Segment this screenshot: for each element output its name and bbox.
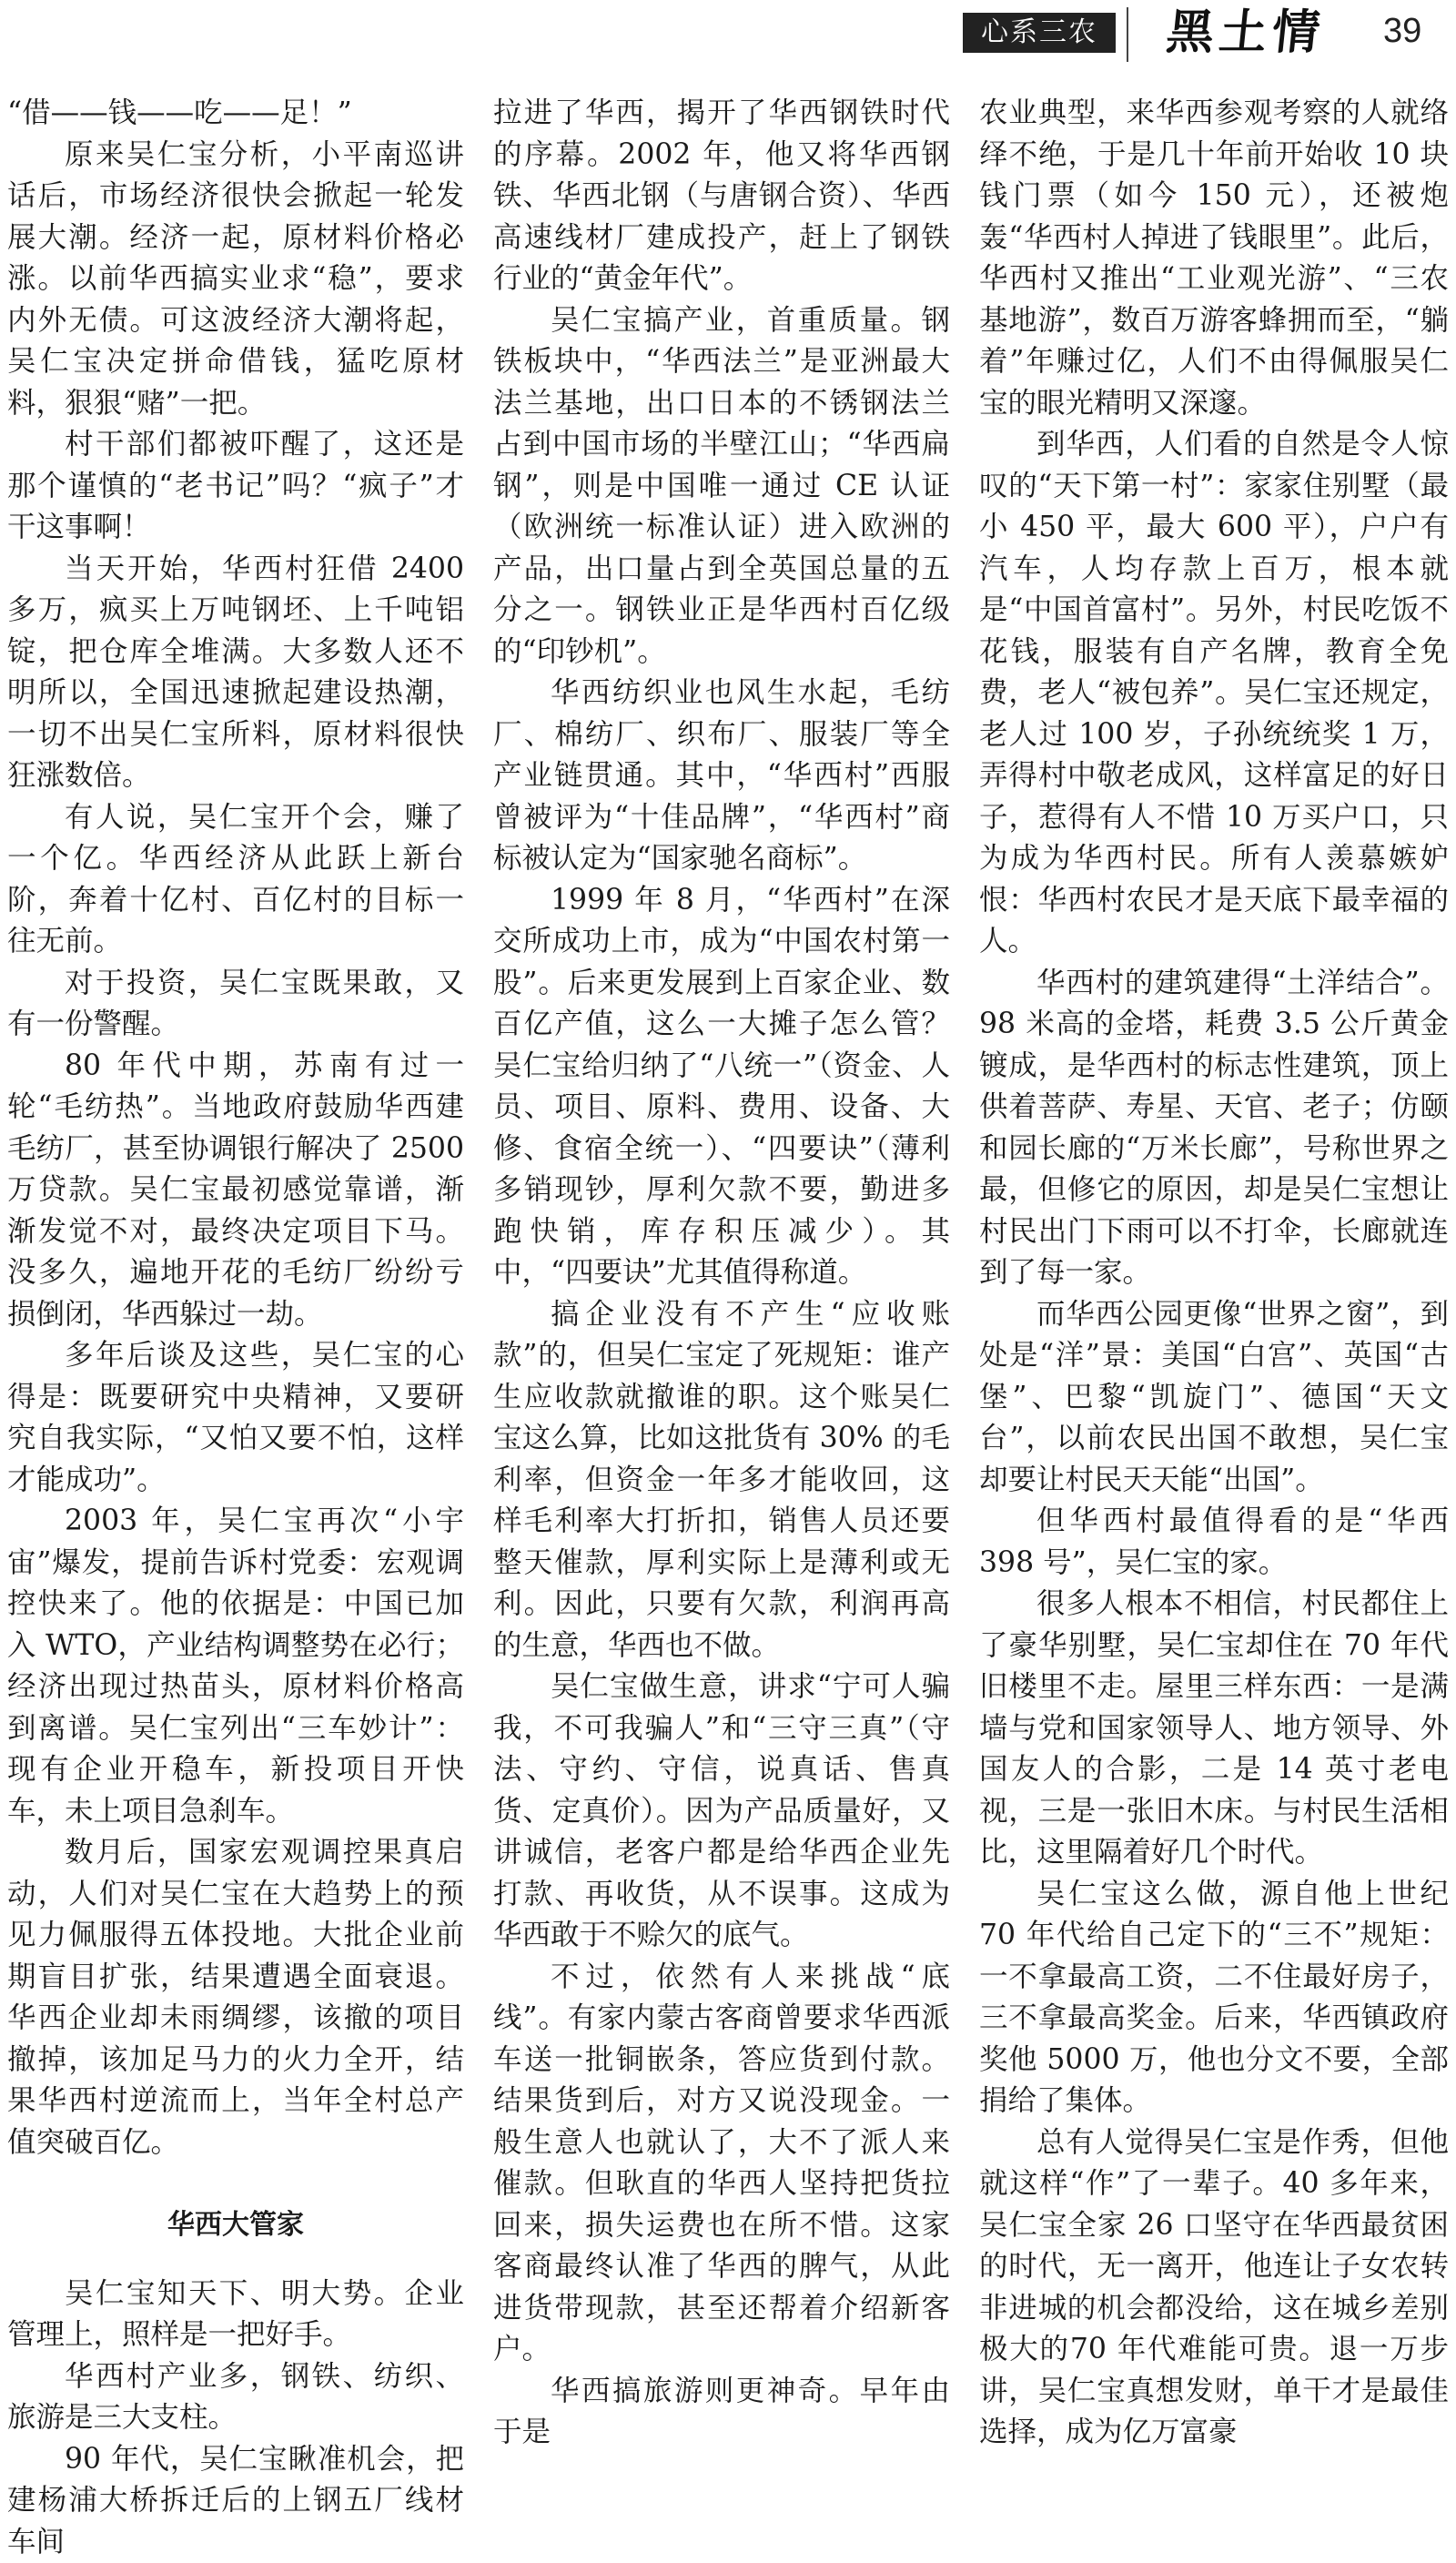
paragraph: 华西搞旅游则更神奇。早年由于是 [493,2371,950,2454]
paragraph: “借——钱——吃——足！” [7,93,464,135]
section-badge: 心系三农 [963,13,1116,53]
paragraph: 华西村的建筑建得“土洋结合”。98 米高的金塔，耗费 3.5 公斤黄金镀成，是华西村的标志性建筑，顶上供着菩萨、寿星、天官、老子；仿颐和园长廊的“万米长廊”，号称世界之最，但修它的原因，却是吴仁宝想让村民出门下雨可以不打伞，长廊就连到了每一家。 [979,963,1449,1294]
paragraph: 吴仁宝做生意，讲求“宁可人骗我，不可我骗人”和“三守三真”（守法、守约、守信，说真话、售真货、定真价）。因为产品质量好，又讲诚信，老客户都是给华西企业先打款、再收货，从不误事。这成为华西敢于不赊欠的底气。 [493,1666,950,1957]
paragraph: 1999 年 8 月，“华西村”在深交所成功上市，成为“中国农村第一股”。后来更发展到上百家企业、数百亿产值，这么一大摊子怎么管？吴仁宝给归纳了“八统一”（资金、人员、项目、原料、费用、设备、大修、食宿全统一）、“四要诀”（薄利多销现钞，厚利欠款不要，勤进多跑快销，库存积压减少）。其中，“四要诀”尤其值得称道。 [493,880,950,1294]
column-1 [7,93,464,2095]
paragraph: 农业典型，来华西参观考察的人就络绎不绝，于是几十年前开始收 10 块钱门票（如今 150 元），还被炮轰“华西村人掉进了钱眼里”。此后，华西村又推出“工业观光游”、“三农基地游”，数百万游客蜂拥而至，“躺着”年赚过亿，人们不由得佩服吴仁宝的眼光精明又深邃。 [979,93,1449,424]
paragraph: 2003 年，吴仁宝再次“小宇宙”爆发，提前告诉村党委：宏观调控快来了。他的依据是：中国已加入 WTO，产业结构调整势在必行；经济出现过热苗头，原材料价格高到离谱。吴仁宝列出“三车妙计”：现有企业开稳车，新投项目开快车，未上项目急刹车。 [7,1501,464,1832]
paragraph: 对于投资，吴仁宝既果敢，又有一份警醒。 [7,963,464,1046]
paragraph: 80 年代中期，苏南有过一轮“毛纺热”。当地政府鼓励华西建毛纺厂，甚至协调银行解决了 2500 万贷款。吴仁宝最初感觉靠谱，渐渐发觉不对，最终决定项目下马。没多久，遍地开花的毛纺厂纷纷亏损倒闭，华西躲过一劫。 [7,1046,464,1336]
paragraph: 搞企业没有不产生“应收账款”的，但吴仁宝定了死规矩：谁产生应收款就撤谁的职。这个账吴仁宝这么算，比如这批货有 30% 的毛利率，但资金一年多才能收回，这样毛利率大打折扣，销售人员还要整天催款，厚利实际上是薄利或无利。因此，只要有欠款，利润再高的生意，华西也不做。 [493,1294,950,1667]
section-subheading: 华西大管家 [7,2204,464,2246]
paragraph: 总有人觉得吴仁宝是作秀，但他就这样“作”了一辈子。40 多年来，吴仁宝全家 26 口坚守在华西最贫困的时代，无一离开，他连让子女农转非进城的机会都没给，这在城乡差别极大的70 年代难能可贵。退一万步讲，吴仁宝真想发财，单干才是最佳选择，成为亿万富豪 [979,2122,1449,2454]
paragraph: 吴仁宝知天下、明大势。企业管理上，照样是一把好手。 [7,2274,464,2356]
paragraph: 村干部们都被吓醒了，这还是那个谨慎的“老书记”吗？“疯子”才干这事啊！ [7,424,464,549]
paragraph: 而华西公园更像“世界之窗”，到处是“洋”景：美国“白宫”、英国“古堡”、巴黎“凯旋门”、德国“天文台”，以前农民出国不敢想，吴仁宝却要让村民天天能“出国”。 [979,1294,1449,1502]
paragraph: 吴仁宝搞产业，首重质量。钢铁板块中，“华西法兰”是亚洲最大法兰基地，出口日本的不锈钢法兰占到中国市场的半壁江山；“华西扁钢”，则是中国唯一通过 CE 认证（欧洲统一标准认证）进入欧洲的产品，出口量占到全英国总量的五分之一。钢铁业正是华西村百亿级的“印钞机”。 [493,300,950,674]
paragraph: 到华西，人们看的自然是令人惊叹的“天下第一村”：家家住别墅（最小 450 平，最大 600 平），户户有汽车，人均存款上百万，根本就是“中国首富村”。另外，村民吃饭不花钱，服装有自产名牌，教育全免费，老人“被包养”。吴仁宝还规定，老人过 100 岁，子孙统统奖 1 万，弄得村中敬老成风，这样富足的好日子，惹得有人不惜 10 万买户口，只为成为华西村民。所有人羡慕嫉妒恨：华西村农民才是天底下最幸福的人。 [979,424,1449,963]
paragraph: 吴仁宝这么做，源自他上世纪 70 年代给自己定下的“三不”规矩：一不拿最高工资，二不住最好房子，三不拿最高奖金。后来，华西镇政府奖他 5000 万，他也分文不要，全部捐给了集体。 [979,1874,1449,2122]
page-number: 39 [1383,9,1421,53]
page-header [0,0,1456,82]
paragraph: 数月后，国家宏观调控果真启动，人们对吴仁宝在大趋势上的预见力佩服得五体投地。大批企业前期盲目扩张，结果遭遇全面衰退。华西企业却未雨绸缪，该撤的项目撤掉，该加足马力的火力全开，结果华西村逆流而上，当年全村总产值突破百亿。 [7,1832,464,2163]
paragraph: 不过，依然有人来挑战“底线”。有家内蒙古客商曾要求华西派车送一批铜嵌条，答应货到付款。结果货到后，对方又说没现金。一般生意人也就认了，大不了派人来催款。但耿直的华西人坚持把货拉回来，损失运费也在所不惜。这家客商最终认准了华西的脾气，从此进货带现款，甚至还帮着介绍新客户。 [493,1957,950,2371]
column-2 [493,93,950,2095]
paragraph: 原来吴仁宝分析，小平南巡讲话后，市场经济很快会掀起一轮发展大潮。经济一起，原材料价格必涨。以前华西搞实业求“稳”，要求内外无债。可这波经济大潮将起，吴仁宝决定拼命借钱，猛吃原材料，狠狠“赌”一把。 [7,135,464,425]
paragraph: 90 年代，吴仁宝瞅准机会，把建杨浦大桥拆迁后的上钢五厂线材车间 [7,2439,464,2563]
paragraph: 很多人根本不相信，村民都住上了豪华别墅，吴仁宝却住在 70 年代旧楼里不走。屋里三样东西：一是满墙与党和国家领导人、地方领导、外国友人的合影，二是 14 英寸老电视，三是一张旧木床。与村民生活相比，这里隔着好几个时代。 [979,1584,1449,1874]
paragraph: 但华西村最值得看的是“华西 398 号”，吴仁宝的家。 [979,1501,1449,1584]
paragraph: 当天开始，华西村狂借 2400 多万，疯买上万吨钢坯、上千吨铝锭，把仓库全堆满。大多数人还不明所以，全国迅速掀起建设热潮，一切不出吴仁宝所料，原材料很快狂涨数倍。 [7,549,464,797]
magazine-logo: 黑土情 [1164,4,1329,62]
paragraph: 拉进了华西，揭开了华西钢铁时代的序幕。2002 年，他又将华西钢铁、华西北钢（与唐钢合资）、华西高速线材厂建成投产，赶上了钢铁行业的“黄金年代”。 [493,93,950,300]
paragraph: 多年后谈及这些，吴仁宝的心得是：既要研究中央精神，又要研究自我实际，“又怕又要不怕，这样才能成功”。 [7,1335,464,1501]
paragraph: 有人说，吴仁宝开个会，赚了一个亿。华西经济从此跃上新台阶，奔着十亿村、百亿村的目标一往无前。 [7,797,464,963]
column-3 [979,93,1449,2095]
header-divider [1127,7,1128,62]
paragraph: 华西纺织业也风生水起，毛纺厂、棉纺厂、织布厂、服装厂等全产业链贯通。其中，“华西村”西服曾被评为“十佳品牌”，“华西村”商标被认定为“国家驰名商标”。 [493,673,950,880]
paragraph: 华西村产业多，钢铁、纺织、旅游是三大支柱。 [7,2356,464,2439]
